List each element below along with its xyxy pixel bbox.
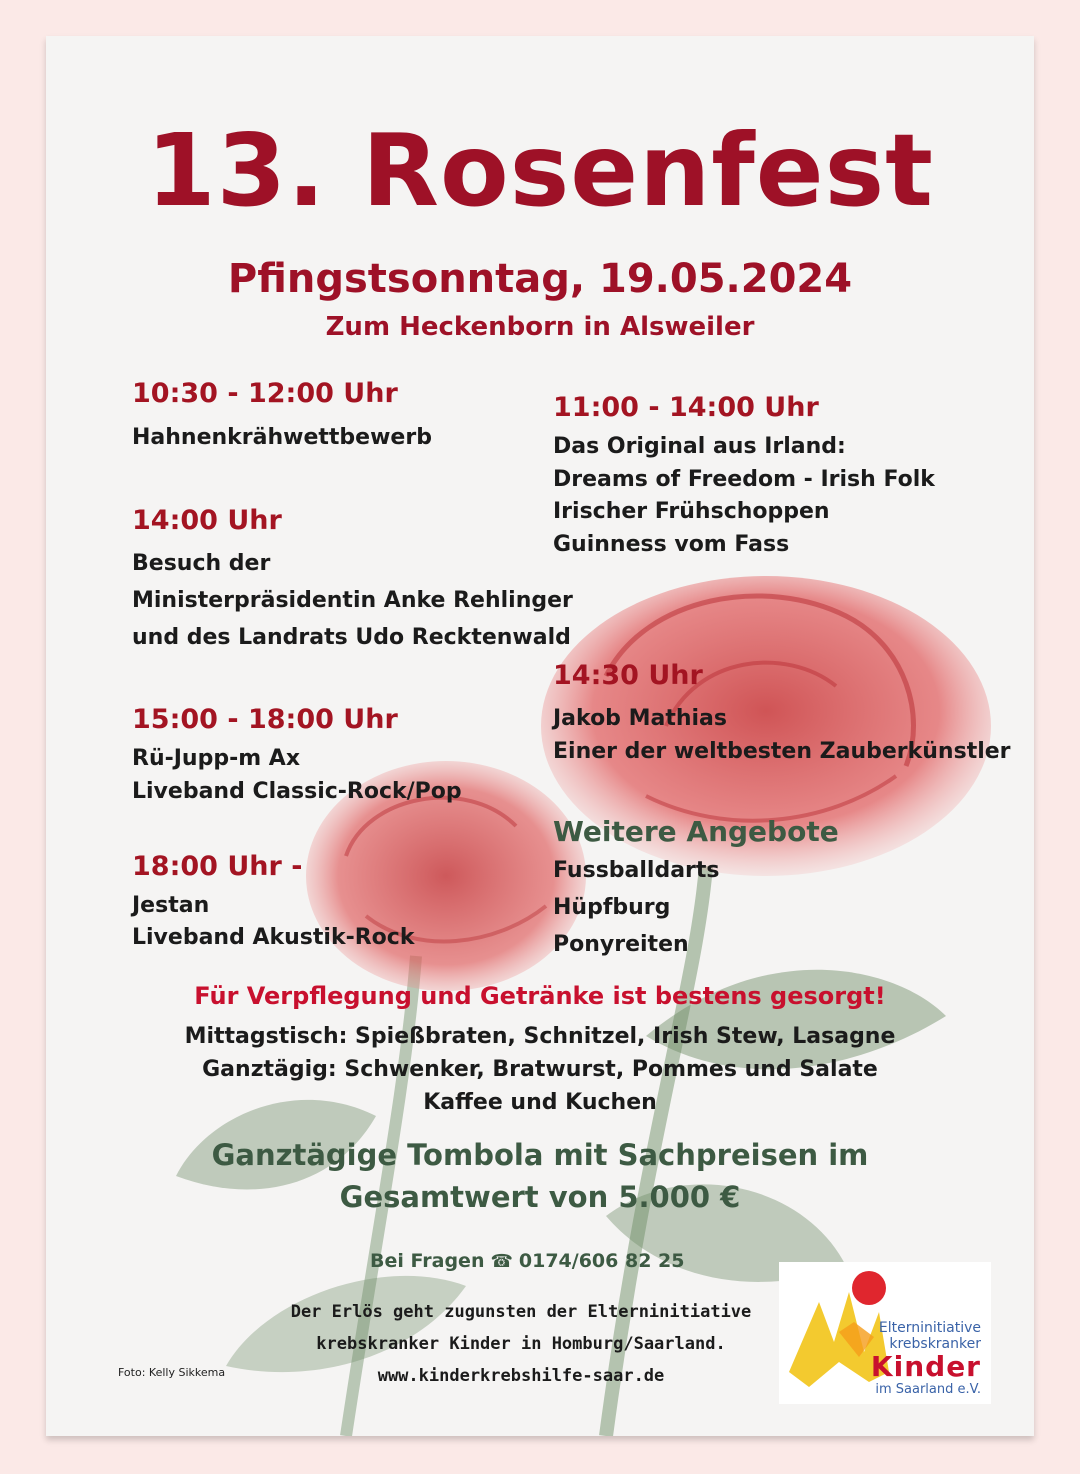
program-item: Besuch der (132, 551, 271, 576)
contact-line (370, 1250, 684, 1272)
food-list (46, 1020, 1034, 1119)
program-time: 14:30 Uhr (553, 660, 703, 691)
food-heading: Für Verpflegung und Getränke ist bestens gesorgt! (194, 982, 886, 1010)
logo-line: krebskranker (889, 1336, 981, 1352)
offer-item: Hüpfburg (553, 895, 671, 920)
program-item: Irischer Frühschoppen (553, 499, 830, 524)
program-time: 18:00 Uhr - (132, 851, 303, 882)
program-item: Dreams of Freedom - Irish Folk (553, 467, 935, 492)
program-time: 14:00 Uhr (132, 505, 282, 536)
tombola-text (46, 1134, 1034, 1218)
program-item: Guinness vom Fass (553, 532, 790, 557)
food-line: Ganztägig: Schwenker, Bratwurst, Pommes und Salate (202, 1057, 878, 1082)
tombola-line: Ganztägige Tombola mit Sachpreisen im (211, 1138, 869, 1172)
event-title: 13. Rosenfest (146, 112, 934, 229)
logo-line: Kinder (870, 1350, 981, 1383)
logo-line: Elterninitiative (878, 1320, 981, 1336)
event-venue: Zum Heckenborn in Alsweiler (325, 312, 755, 342)
contact-label: Bei Fragen (370, 1250, 485, 1272)
program-item: Das Original aus Irland: (553, 434, 846, 459)
food-line: Mittagstisch: Spießbraten, Schnitzel, Irish Stew, Lasagne (184, 1024, 896, 1049)
program-item: Ministerpräsidentin Anke Rehlinger (132, 588, 573, 613)
contact-phone: 0174/606 82 25 (518, 1250, 685, 1272)
food-line: Kaffee und Kuchen (423, 1090, 657, 1115)
phone-icon: ☎ (490, 1251, 513, 1272)
program-item: und des Landrats Udo Recktenwald (132, 625, 571, 650)
program-item: Liveband Akustik-Rock (132, 925, 415, 950)
program-item: Rü-Jupp-m Ax (132, 746, 301, 771)
poster (46, 36, 1034, 1436)
program-item: Jakob Mathias (553, 706, 727, 731)
offer-item: Fussballdarts (553, 858, 720, 883)
organization-logo (779, 1262, 991, 1404)
program-item: Hahnenkrähwettbewerb (132, 425, 432, 450)
program-item: Einer der weltbesten Zauberkünstler (553, 739, 1011, 764)
proceeds-line: Der Erlös geht zugunsten der Elterninitiative (290, 1302, 752, 1322)
logo-line: im Saarland e.V. (875, 1382, 981, 1397)
program-time: 11:00 - 14:00 Uhr (553, 392, 819, 423)
more-offers-heading: Weitere Angebote (553, 815, 839, 848)
event-date: Pfingstsonntag, 19.05.2024 (227, 256, 853, 302)
program-item: Jestan (132, 893, 210, 918)
photo-credit: Foto: Kelly Sikkema (118, 1366, 226, 1379)
program-time: 10:30 - 12:00 Uhr (132, 378, 398, 409)
offer-item: Ponyreiten (553, 932, 689, 957)
tombola-line: Gesamtwert von 5.000 € (339, 1180, 741, 1214)
proceeds-note (246, 1296, 796, 1392)
website-link[interactable]: www.kinderkrebshilfe-saar.de (377, 1366, 665, 1386)
proceeds-line: krebskranker Kinder in Homburg/Saarland. (316, 1334, 726, 1354)
program-item: Liveband Classic-Rock/Pop (132, 779, 462, 804)
program-time: 15:00 - 18:00 Uhr (132, 704, 398, 735)
